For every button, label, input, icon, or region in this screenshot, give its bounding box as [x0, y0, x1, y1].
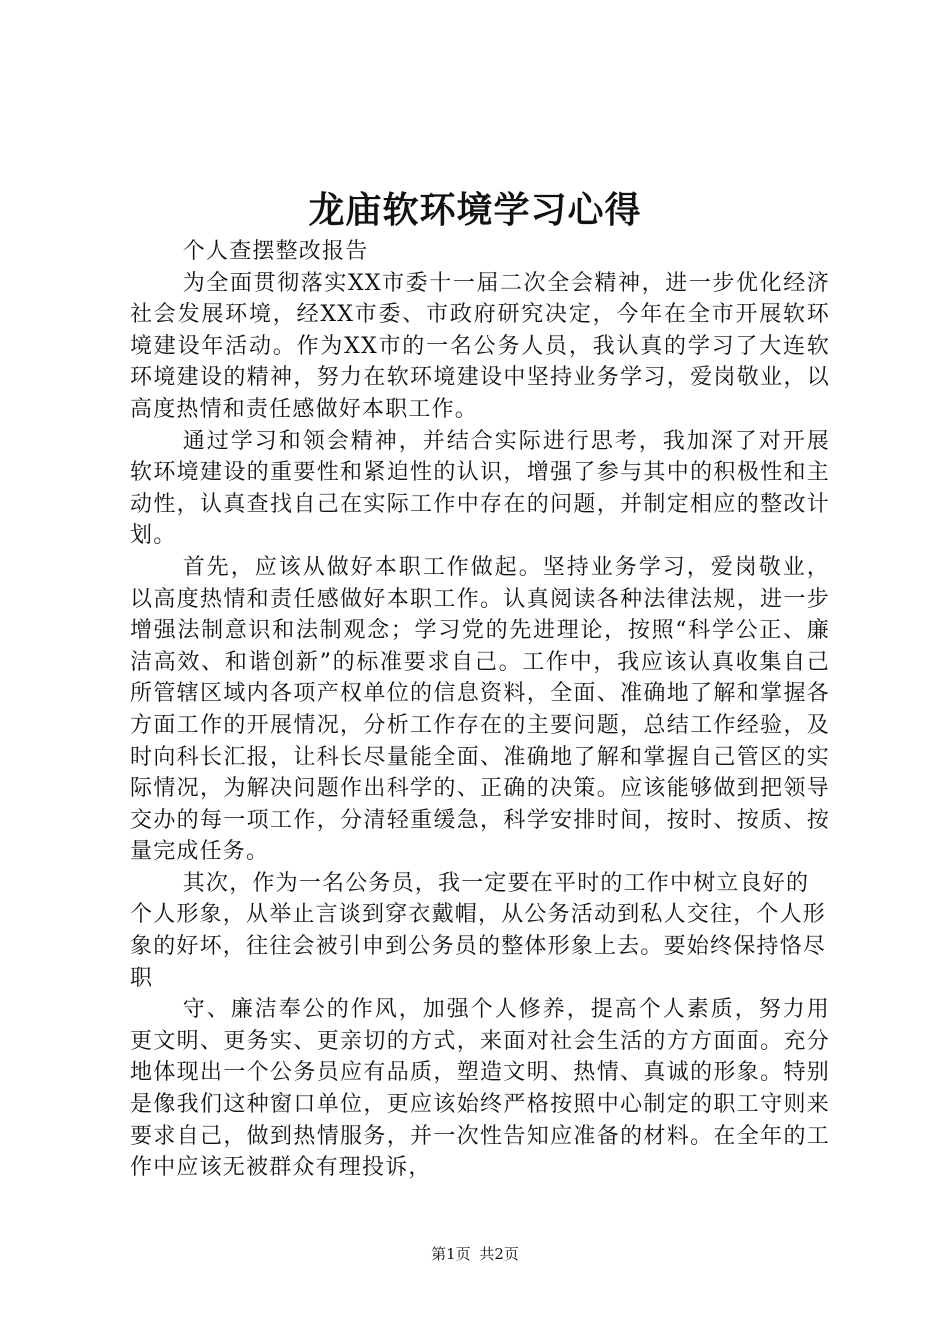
- body-paragraph: 首先，应该从做好本职工作做起。坚持业务学习，爱岗敬业，以高度热情和责任感做好本职工作。认真阅读各种法律法规，进一步增强法制意识和法制观念；学习党的先进理论，按照“科学公正、廉洁高效、和谐创新”的标准要求自己。工作中，我应该认真收集自己所管辖区域内各项产权单位的信息资料，全面、准确地了解和掌握各方面工作的开展情况，分析工作存在的主要问题，总结工作经验，及时向科长汇报，让科长尽量能全面、准确地了解和掌握自己管区的实际情况，为解决问题作出科学的、正确的决策。应该能够做到把领导交办的每一项工作，分清轻重缓急，科学安排时间，按时、按质、按量完成任务。: [130, 554, 830, 865]
- page-number: 第1页: [431, 1245, 471, 1263]
- body-paragraph: 其次，作为一名公务员，我一定要在平时的工作中树立良好的个人形象，从举止言谈到穿衣戴帽，从公务活动到私人交往，个人形象的好坏，往往会被引申到公务员的整体形象上去。要始终保持恪尽职: [130, 870, 827, 991]
- document-body: [130, 236, 830, 1184]
- body-paragraph: 为全面贯彻落实XX市委十一届二次全会精神，进一步优化经济社会发展环境，经XX市委、市政府研究决定，今年在全市开展软环境建设年活动。作为XX市的一名公务人员，我认真的学习了大连软环境建设的精神，努力在软环境建设中坚持业务学习，爱岗敬业，以高度热情和责任感做好本职工作。: [130, 270, 830, 422]
- body-paragraph: 通过学习和领会精神，并结合实际进行思考，我加深了对开展软环境建设的重要性和紧迫性的认识，增强了参与其中的积极性和主动性，认真查找自己在实际工作中存在的问题，并制定相应的整改计划。: [130, 428, 830, 549]
- page-footer: [0, 1244, 950, 1264]
- subtitle-paragraph: 个人查摆整改报告: [182, 239, 369, 264]
- page-title: 龙庙软环境学习心得: [308, 189, 642, 231]
- body-paragraph: 守、廉洁奉公的作风，加强个人修养，提高个人素质，努力用更文明、更务实、更亲切的方式，来面对社会生活的方方面面。充分地体现出一个公务员应有品质，塑造文明、热情、真诚的形象。特别是像我们这种窗口单位，更应该始终严格按照中心制定的职工守则来要求自己，做到热情服务，并一次性告知应准备的材料。在全年的工作中应该无被群众有理投诉，: [130, 997, 830, 1181]
- page-total: 共2页: [479, 1245, 519, 1263]
